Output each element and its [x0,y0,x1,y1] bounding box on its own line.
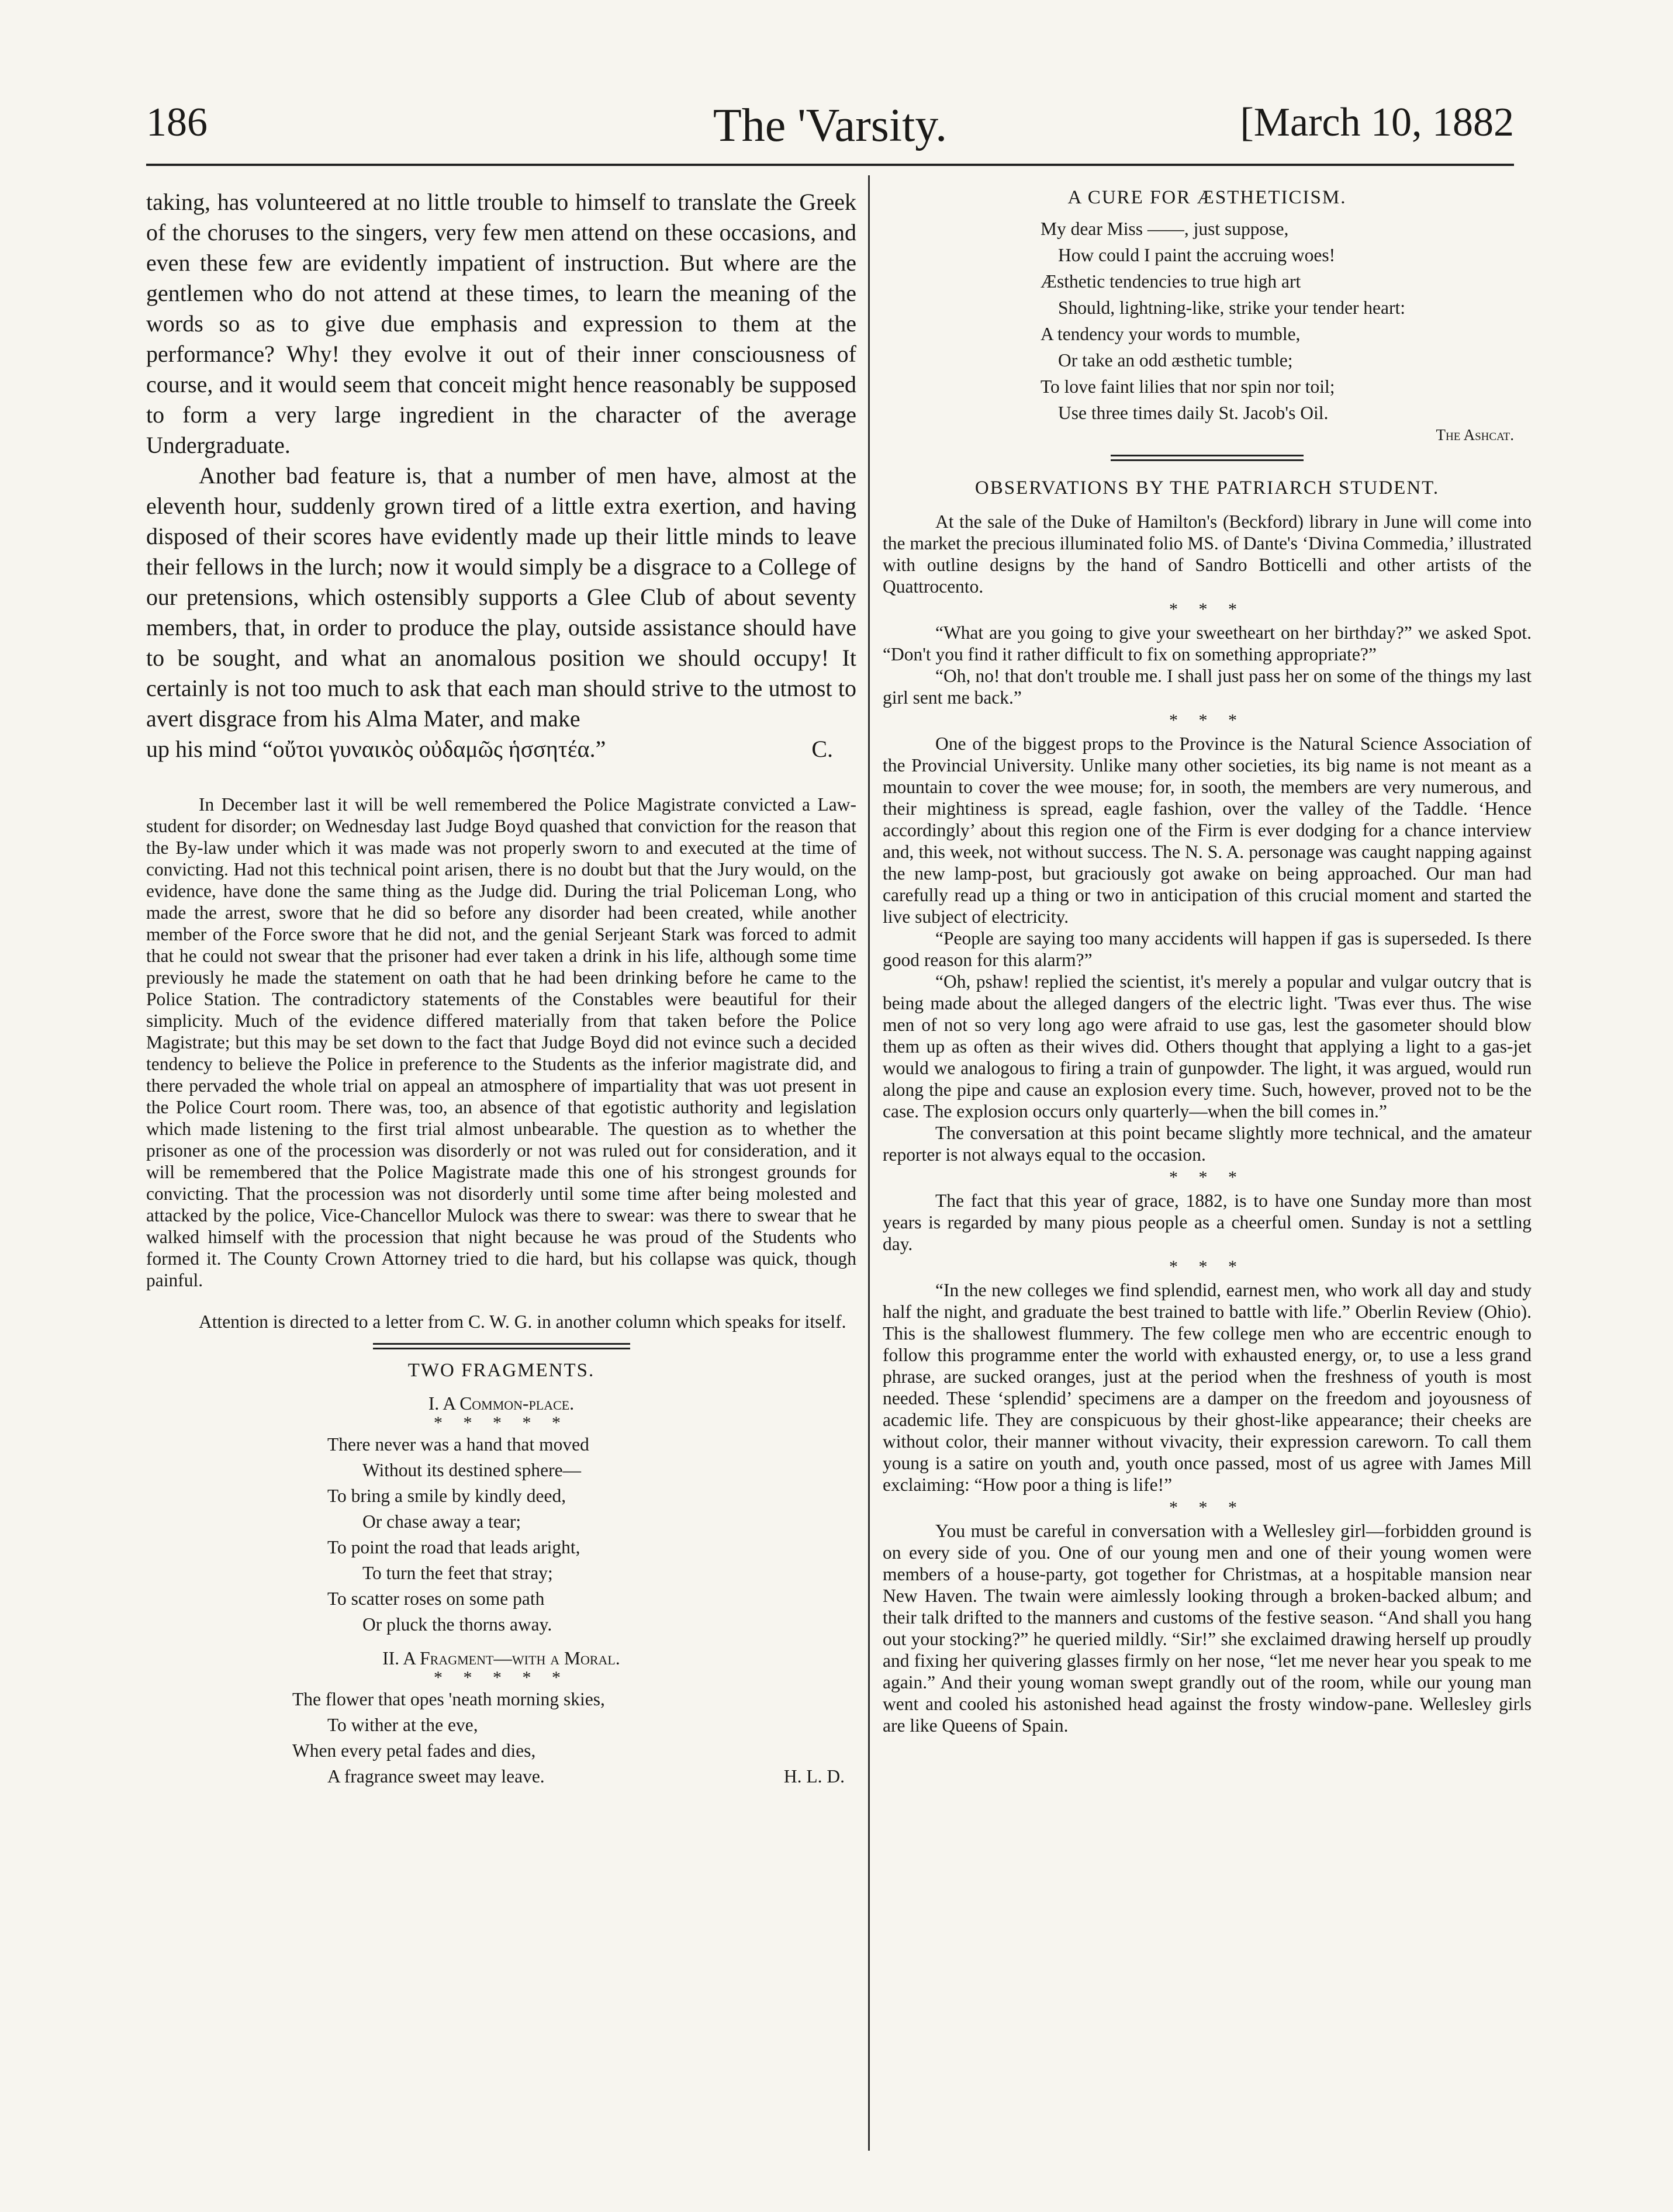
poem-line: When every petal fades and dies, [292,1740,536,1761]
poem-line: Or chase away a tear; [362,1511,521,1532]
fragment-one-title: I. A Common-place. [428,1393,575,1414]
paragraph-police: In December last it will be well remembered the Police Magistrate convicted a Law-student for disorder; on Wednesday last Judge Boyd quashed that conviction for the reason that the By-law under which it was made was not properly sworn to and executed at the time of convicting. Had not this technical point arisen, there is no doubt but that the Jury would, on the evidence, have done the same thing as the Judge did. During the trial Policeman Long, who made the arrest, swore that he did so before any disorder had been created, while another member of the Force swore that he did not, and the genial Serjeant Stark was forced to admit that he could not swear that the prisoner had ever taken a drink in his life, although some time previously he made the statement on oath that he had been drinking before he came to the Police Station. The contradictory statements of the Constables were beautiful for their simplicity. Much of the evidence differed materially from that taken before the Police Magistrate; but this may be set down to the fact that Judge Boyd did not evince such a decided tendency to believe the Police in preference to the Students as the inferior magistrate did, and there pervaded the whole trial on appeal an atmosphere of impartiality that was uot present in the Police Court room. There was, too, an absence of that egotistic authority and legislation which made listening to the first trial almost unbearable. The question as to whether the prisoner as one of the procession was disorderly or not was ruled out for consideration, and it will be remembered that the Police Magistrate made this one of his strongest grounds for convicting. That the procession was not disorderly until some time after being molested and attacked by the police, Vice-Chancellor Mulock was there to swear: was there to swear that he walked himself with the procession that night because he was proud of the Students who formed it. The County Crown Attorney tried to die hard, but his collapse was quick, though painful. [146,794,856,1290]
poem-line: To turn the feet that stray; [362,1563,553,1583]
fragment-two-poem [146,1687,856,1789]
fragment-one-stars: * * * * * [434,1413,569,1432]
obs-wellesley: You must be careful in conversation with a Wellesley girl—forbidden ground is on every side of you. One of our young men and one of their young women were members of a house-party, got together for Christmas, at a hospitable mansion near New Haven. The twain were aimlessly looking through a broken-backed album; and their talk drifted to the manners and customs of the festive season. “And shall you hang out your stocking?” he queried mildly. “Sir!” she exclaimed drawing herself up proudly and fixing her quivering glasses firmly on her nose, “let me never hear you speak to me again.” And their young woman swept grandly out of the room, while our young man went and cooled his astonished head against the frosty window-pane. Wellesley girls are like Queens of Spain. [883,1521,1532,1736]
greek-quote-line: up his mind “οὔτοι γυναικὸς οὐδαμῶς ἡσσητέα.” [146,736,606,762]
poem-line: A fragrance sweet may leave. [327,1766,545,1787]
poem-line: The flower that opes 'neath morning skies, [292,1689,605,1709]
poem-line: How could I paint the accruing woes! [1058,245,1336,265]
observations-title: OBSERVATIONS BY THE PATRIARCH STUDENT. [974,477,1440,499]
header-rule [146,164,1514,166]
signature-c: C. [811,736,833,762]
fragment-two-title: II. A Fragment—with a Moral. [382,1648,620,1668]
paragraph-closing-line [146,734,856,764]
stars-divider: * * * [1169,1257,1245,1276]
fragments-title: TWO FRAGMENTS. [407,1360,595,1381]
stars-divider: * * * [1169,711,1245,730]
obs-sunday: The fact that this year of grace, 1882, is to have one Sunday more than most years is regarded by many pious people as a cheerful omen. Sunday is not a settling day. [883,1190,1532,1254]
cure-title: A CURE FOR ÆSTHETICISM. [1067,187,1347,208]
issue-date: [March 10, 1882 [1240,100,1514,145]
cure-poem [883,216,1532,426]
poem-line: To wither at the eve, [327,1715,478,1735]
poem-line: To bring a smile by kindly deed, [327,1486,566,1506]
fragment-two-stars: * * * * * [434,1668,569,1687]
poem-line: Or pluck the thorns away. [362,1614,552,1635]
poem-line: There never was a hand that moved [327,1434,589,1455]
stars-divider: * * * [1169,600,1245,619]
poem-line: Or take an odd æsthetic tumble; [1058,350,1293,371]
poem-line: A tendency your words to mumble, [1041,324,1301,344]
signature-ashcat: The Ashcat. [1436,426,1514,444]
stars-divider: * * * [1169,1168,1245,1187]
column-divider [868,175,870,2151]
poem-line: To point the road that leads aright, [327,1537,580,1557]
obs-sweetheart: “What are you going to give your sweetheart on her birthday?” we asked Spot. “Don't you find it rather difficult to fix on something appropriate?” [883,622,1532,664]
poem-line: To scatter roses on some path [327,1588,545,1609]
paragraph-bad-feature: Another bad feature is, that a number of men have, almost at the eleventh hour, suddenly grown tired of a little extra exertion, and having disposed of their scores have evidently made up their little minds to leave their fellows in the lurch; now it would simply be a disgrace to a College of our pretensions, which ostensibly supports a Glee Club of about seventy members, that, in order to produce the play, outside assistance should have to be sought, and what an anomalous position we should occupy! It certainly is not too much to ask that each man should strive to the utmost to avert disgrace from his Alma Mater, and make [146,462,856,732]
stars-divider: * * * [1169,1498,1245,1517]
poem-line: To love faint lilies that nor spin nor toil; [1041,376,1335,397]
poem-line: My dear Miss ——, just suppose, [1041,219,1289,239]
poem-line: Æsthetic tendencies to true high art [1041,271,1301,292]
obs-beckford: At the sale of the Duke of Hamilton's (Beckford) library in June will come into the market the precious illuminated folio MS. of Dante's ‘Divina Commedia,’ illustrated with outline designs by the hand of Sandro Botticelli and other artists of the Quattrocento. [883,511,1532,597]
section-rule [1111,455,1304,461]
paragraph-translate: taking, has volunteered at no little trouble to himself to translate the Greek of the choruses to the singers, very few men attend on these occasions, and even these few are evidently impatient of instruction. But where are the gentlemen who do not attend at these times, to learn the meaning of the words so as to give due emphasis and expression to them at the performance? Why! they evolve it out of their inner consciousness of course, and it would seem that conceit might hence reasonably be supposed to form a very large ingredient in the character of the average Undergraduate. [146,189,856,458]
obs-conversation: The conversation at this point became slightly more technical, and the amateur reporter is not always equal to the occasion. [883,1123,1532,1165]
section-rule [373,1343,630,1349]
paragraph-attention: Attention is directed to a letter from C. W. G. in another column which speaks for itself. [199,1311,846,1332]
right-column [883,187,1532,1736]
poem-line: Should, lightning-like, strike your tender heart: [1058,297,1406,318]
poem-line: Without its destined sphere— [362,1460,582,1480]
fragment-one-poem [146,1432,856,1638]
left-column [146,187,856,1789]
obs-sweetheart-reply: “Oh, no! that don't trouble me. I shall just pass her on some of the things my last girl sent me back.” [883,666,1532,708]
masthead-title: The 'Varsity. [713,100,948,151]
obs-science-association: One of the biggest props to the Province is the Natural Science Association of the Provincial University. Unlike many other societies, its big name is not meant as a mountain to cover the wee mouse; for, in sooth, the members are very numerous, and their mightiness is spread, eagle fashion, over the valley of the Taddle. ‘Hence accordingly’ about this region one of the Firm is ever dodging for a chance interview and, this week, not without success. The N. S. A. personage was caught napping against the new lamp-post, but graciously got awake on being approached. Our man had carefully read up a thing or two in anticipation of this crucial moment and started the live subject of electricity. [883,733,1532,927]
signature-hld: H. L. D. [783,1766,845,1787]
obs-oberlin: “In the new colleges we find splendid, earnest men, who work all day and study half the night, and graduate the best trained to battle with life.” Oberlin Review (Ohio). This is the shallowest flummery. The few college men who are eccentric enough to follow this programme enter the world with exhausted energy, or, to use a less grand phrase, are sucked oranges, just at the period when the freshness of youth is most needed. These ‘splendid’ specimens are a damper on the freedom and joyousness of academic life. They are conspicuous by their ghost-like appearance; their cheeks are without color, their manner without vivacity, their expression careworn. To call them young is a satire on youth and, youth once passed, most of us agree with James Mill exclaiming: “How poor a thing is life!” [883,1280,1532,1495]
obs-scientist-reply: “Oh, pshaw! replied the scientist, it's merely a popular and vulgar outcry that is being made about the alleged dangers of the electric light. 'Twas ever thus. The wise men of not so very long ago were afraid to use gas, lest the gasometer should blow them up as often as their wives did. Others thought that applying a light to a gas-jet would we analogous to firing a train of gunpowder. The light, it was argued, would run along the pipe and cause an explosion every time. Such, however, proved not to be the case. The explosion occurs only quarterly—when the bill comes in.” [883,971,1532,1121]
page-header [146,88,1514,152]
page-number: 186 [146,100,208,145]
poem-line: Use three times daily St. Jacob's Oil. [1058,403,1329,423]
obs-gas-question: “People are saying too many accidents will happen if gas is superseded. Is there good reason for this alarm?” [883,928,1532,970]
